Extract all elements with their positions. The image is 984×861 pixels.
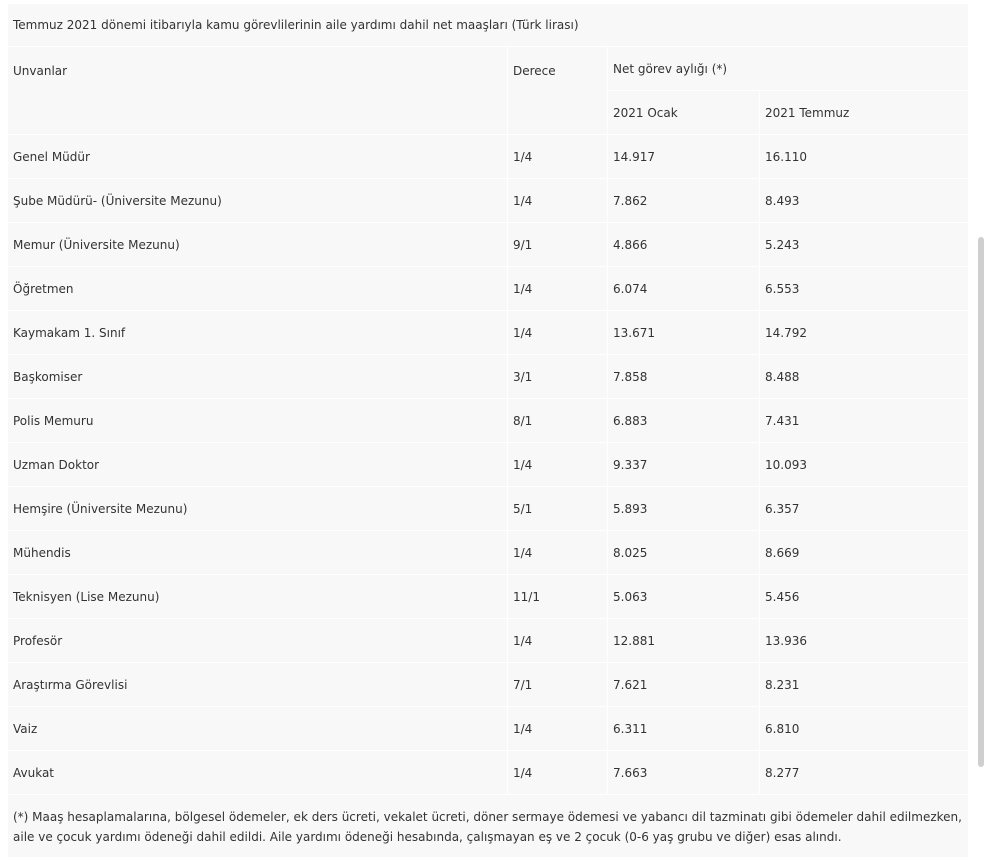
cell-january: 5.063 [608,575,760,619]
table-row [8,619,969,663]
cell-july: 8.277 [760,751,969,795]
table-row [8,135,969,179]
cell-january: 14.917 [608,135,760,179]
cell-title: Kaymakam 1. Sınıf [8,311,508,355]
cell-grade: 8/1 [508,399,608,443]
cell-july: 8.669 [760,531,969,575]
cell-grade: 11/1 [508,575,608,619]
cell-grade: 3/1 [508,355,608,399]
cell-july: 5.243 [760,223,969,267]
table-row [8,311,969,355]
cell-grade: 1/4 [508,443,608,487]
cell-july: 14.792 [760,311,969,355]
salary-table-container [7,3,968,858]
cell-july: 5.456 [760,575,969,619]
cell-grade: 5/1 [508,487,608,531]
table-row [8,223,969,267]
cell-january: 7.663 [608,751,760,795]
cell-july: 8.493 [760,179,969,223]
table-footnote: (*) Maaş hesaplamalarına, bölgesel ödemeler, ek ders ücreti, vekalet ücreti, döner sermaye ödemesi ve yabancı dil tazminatı gibi ödemeler dahil edilmezken, aile ve çocuk yardımı ödeneği dahil edildi. Aile yardımı ödeneği hesabında, çalışmayan eş ve 2 çocuk (0-6 yaş grubu ve diğer) esas alındı. [8,795,969,858]
cell-july: 6.810 [760,707,969,751]
table-row [8,487,969,531]
cell-title: Memur (Üniversite Mezunu) [8,223,508,267]
cell-january: 6.311 [608,707,760,751]
cell-january: 7.621 [608,663,760,707]
cell-july: 8.488 [760,355,969,399]
header-july: 2021 Temmuz [760,91,969,135]
cell-grade: 9/1 [508,223,608,267]
cell-july: 16.110 [760,135,969,179]
cell-grade: 1/4 [508,135,608,179]
cell-grade: 1/4 [508,531,608,575]
table-row [8,663,969,707]
cell-january: 6.074 [608,267,760,311]
cell-july: 6.357 [760,487,969,531]
vertical-scrollbar[interactable] [978,237,984,767]
table-row [8,355,969,399]
cell-grade: 1/4 [508,311,608,355]
cell-title: Uzman Doktor [8,443,508,487]
cell-title: Polis Memuru [8,399,508,443]
cell-july: 13.936 [760,619,969,663]
cell-january: 9.337 [608,443,760,487]
cell-january: 7.862 [608,179,760,223]
cell-grade: 1/4 [508,751,608,795]
cell-january: 7.858 [608,355,760,399]
cell-grade: 1/4 [508,267,608,311]
header-january: 2021 Ocak [608,91,760,135]
cell-july: 6.553 [760,267,969,311]
cell-grade: 1/4 [508,707,608,751]
header-row [8,47,969,91]
cell-title: Öğretmen [8,267,508,311]
table-row [8,399,969,443]
cell-july: 8.231 [760,663,969,707]
cell-january: 8.025 [608,531,760,575]
cell-january: 5.893 [608,487,760,531]
table-row [8,531,969,575]
caption-row [8,4,969,47]
table-caption: Temmuz 2021 dönemi itibarıyla kamu görevlilerinin aile yardımı dahil net maaşları (Türk lirası) [8,4,969,47]
cell-grade: 1/4 [508,619,608,663]
cell-july: 10.093 [760,443,969,487]
cell-january: 13.671 [608,311,760,355]
cell-title: Mühendis [8,531,508,575]
cell-title: Genel Müdür [8,135,508,179]
salary-table [7,3,969,858]
cell-january: 12.881 [608,619,760,663]
table-row [8,267,969,311]
cell-grade: 1/4 [508,179,608,223]
cell-grade: 7/1 [508,663,608,707]
header-title: Unvanlar [8,47,508,135]
table-row [8,707,969,751]
cell-january: 6.883 [608,399,760,443]
cell-title: Hemşire (Üniversite Mezunu) [8,487,508,531]
cell-title: Şube Müdürü- (Üniversite Mezunu) [8,179,508,223]
cell-july: 7.431 [760,399,969,443]
cell-title: Araştırma Görevlisi [8,663,508,707]
table-row [8,575,969,619]
table-row [8,179,969,223]
cell-title: Vaiz [8,707,508,751]
table-row [8,443,969,487]
footnote-row [8,795,969,858]
table-row [8,751,969,795]
cell-title: Profesör [8,619,508,663]
cell-january: 4.866 [608,223,760,267]
header-net-salary: Net görev aylığı (*) [608,47,969,91]
header-grade: Derece [508,47,608,135]
cell-title: Teknisyen (Lise Mezunu) [8,575,508,619]
cell-title: Başkomiser [8,355,508,399]
cell-title: Avukat [8,751,508,795]
